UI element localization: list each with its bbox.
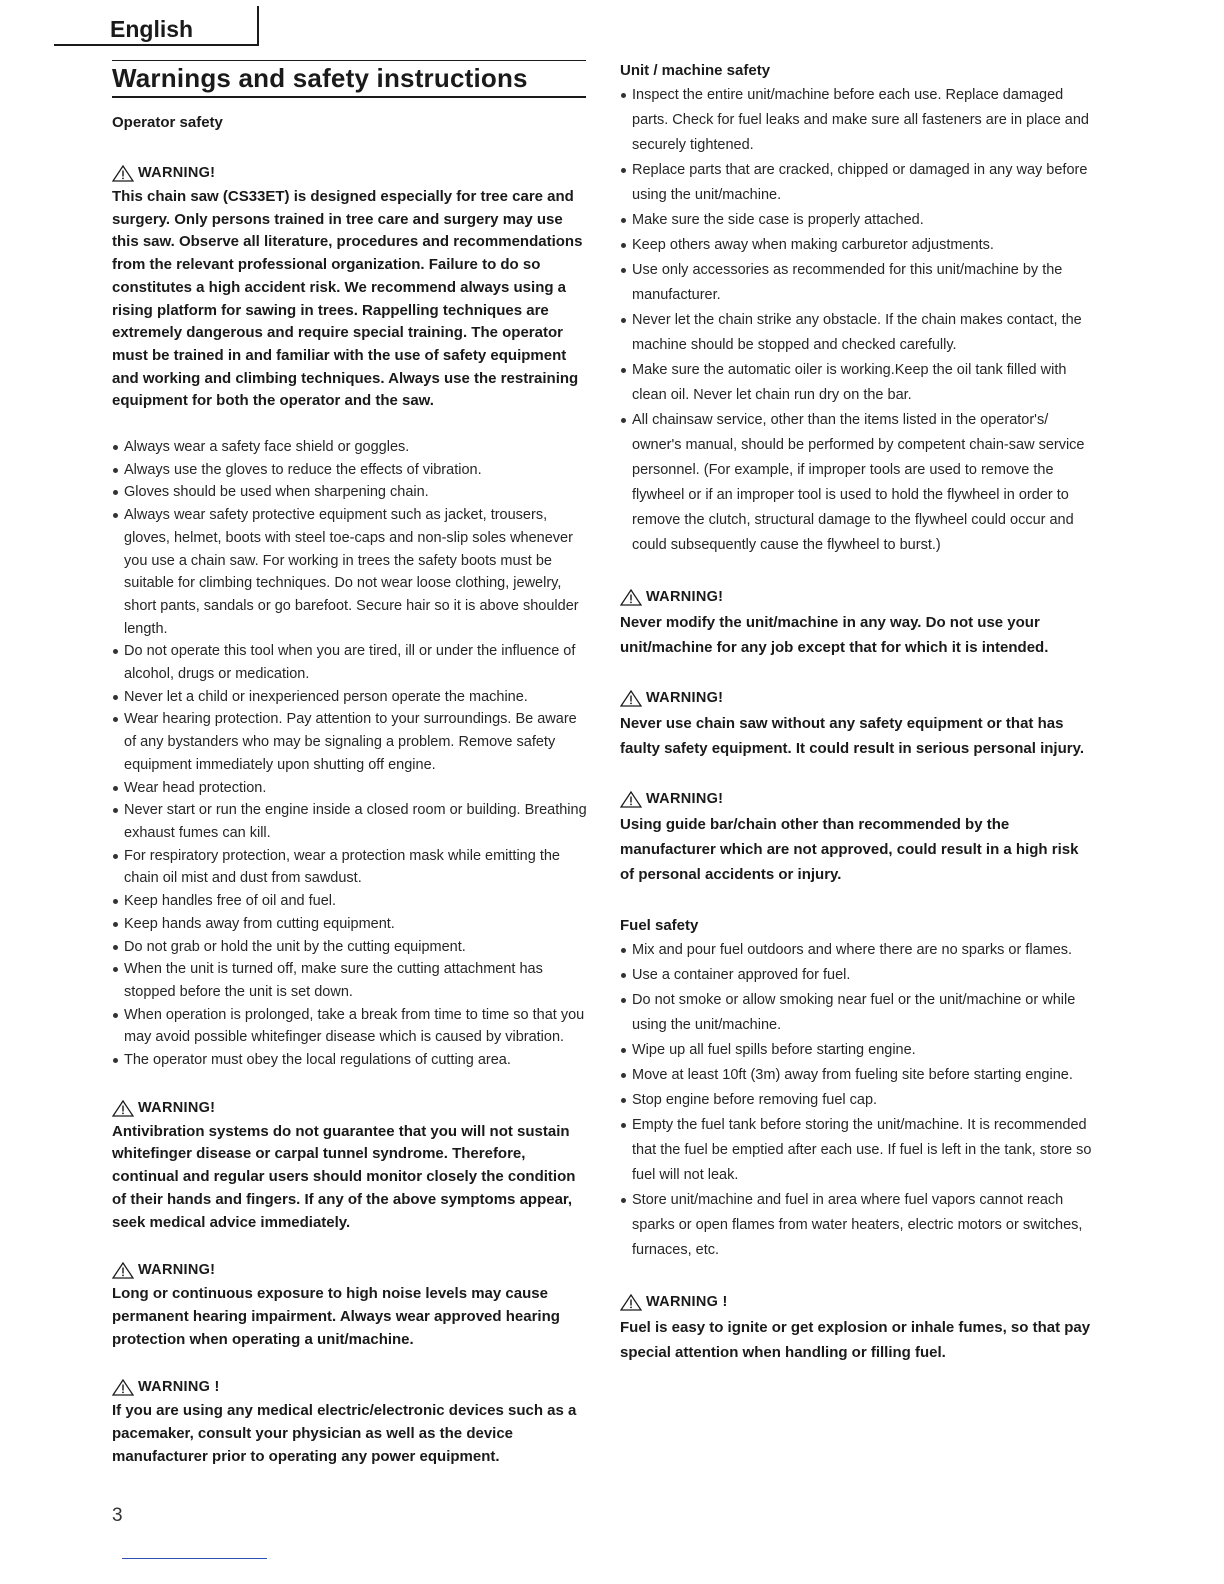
fuel-safety-list (620, 938, 1094, 1263)
unit-safety-list (620, 83, 1094, 558)
warning-triangle-icon (620, 791, 642, 808)
warning-heading (112, 161, 592, 186)
list-item: Replace parts that are cracked, chipped or damaged in any way before using the unit/machine. (620, 158, 1094, 208)
warning-label: WARNING! (138, 1262, 216, 1279)
list-item: Wear head protection. (112, 777, 592, 800)
list-item: Empty the fuel tank before storing the unit/machine. It is recommended that the fuel be emptied after each use. If fuel is left in the tank, store so fuel will not leak. (620, 1113, 1094, 1188)
warning-triangle-icon (112, 1262, 134, 1279)
list-item: Never let the chain strike any obstacle. If the chain makes contact, the machine should be stopped and checked carefully. (620, 308, 1094, 358)
title-rule-top (112, 60, 586, 61)
page-number: 3 (112, 1505, 123, 1526)
noise-warning-text: Long or continuous exposure to high noise levels may cause permanent hearing impairment. Always wear approved hearing protection when operating a unit/machine. (112, 1285, 560, 1348)
list-item: Do not smoke or allow smoking near fuel or the unit/machine or while using the unit/machine. (620, 988, 1094, 1038)
intro-warning-text: This chain saw (CS33ET) is designed especially for tree care and surgery. Only persons trained in tree care and surgery may use this saw. Observe all literature, procedures and recommendations from the relevant professional organization. Failure to do so constitutes a high accident risk. We recommend always using a rising platform for sawing in trees. Rappelling techniques are extremely dangerous and require special training. The operator must be trained in and familiar with the use of safety equipment and working and climbing techniques. Always use the restraining equipment for both the operator and the saw. (112, 188, 583, 410)
list-item: Always wear a safety face shield or goggles. (112, 436, 592, 459)
unit-safety-heading: Unit / machine safety (620, 62, 771, 79)
list-item: Store unit/machine and fuel in area where fuel vapors cannot reach sparks or open flames from water heaters, electric motors or switches, furnaces, etc. (620, 1188, 1094, 1263)
warning-triangle-icon (112, 1379, 134, 1396)
page-title: Warnings and safety instructions (112, 63, 528, 93)
fuel-warning-text: Fuel is easy to ignite or get explosion or inhale fumes, so that pay special attention when handling or filling fuel. (620, 1319, 1091, 1361)
list-item: Stop engine before removing fuel cap. (620, 1088, 1094, 1113)
warning-label: WARNING ! (138, 1379, 220, 1396)
warning-label: WARNING! (646, 589, 724, 605)
warning-heading (620, 787, 1094, 812)
list-item: When the unit is turned off, make sure the cutting attachment has stopped before the unit is set down. (112, 958, 592, 1003)
warning-heading (112, 1258, 592, 1283)
list-item: Inspect the entire unit/machine before each use. Replace damaged parts. Check for fuel leaks and make sure all fasteners are in place and securely tightened. (620, 83, 1094, 158)
bottom-rule (122, 1558, 267, 1559)
warning-label: WARNING! (138, 165, 216, 181)
warning-triangle-icon (620, 589, 642, 606)
list-item: Do not grab or hold the unit by the cutting equipment. (112, 936, 592, 959)
language-tab-underline (54, 44, 259, 46)
list-item: Keep hands away from cutting equipment. (112, 913, 592, 936)
list-item: For respiratory protection, wear a protection mask while emitting the chain oil mist and dust from sawdust. (112, 845, 592, 890)
warning-heading (620, 1290, 1094, 1315)
list-item: The operator must obey the local regulations of cutting area. (112, 1049, 592, 1072)
list-item: Do not operate this tool when you are tired, ill or under the influence of alcohol, drugs or medication. (112, 640, 592, 685)
warning-heading (112, 1096, 592, 1121)
language-tab (54, 6, 259, 44)
guidebar-warning-text: Using guide bar/chain other than recommended by the manufacturer which are not approved, could result in a high risk of personal accidents or injury. (620, 816, 1079, 883)
list-item: All chainsaw service, other than the items listed in the operator's/ owner's manual, should be performed by competent chain-saw service personnel. (For example, if improper tools are used to remove the flywheel or if an improper tool is used to hold the flywheel in order to remove the clutch, structural damage to the flywheel could occur and could subsequently cause the flywheel to burst.) (620, 408, 1094, 558)
warning-heading (112, 1375, 592, 1400)
list-item: Gloves should be used when sharpening chain. (112, 481, 592, 504)
warning-triangle-icon (620, 1294, 642, 1311)
list-item: Always use the gloves to reduce the effects of vibration. (112, 459, 592, 482)
list-item: Wipe up all fuel spills before starting engine. (620, 1038, 1094, 1063)
warning-heading (620, 686, 1094, 711)
list-item: Keep others away when making carburetor adjustments. (620, 233, 1094, 258)
list-item: Wear hearing protection. Pay attention to your surroundings. Be aware of any bystanders who may be signaling a problem. Remove safety equipment immediately upon shutting off engine. (112, 708, 592, 776)
warning-label: WARNING! (646, 690, 724, 706)
list-item: Keep handles free of oil and fuel. (112, 890, 592, 913)
warning-triangle-icon (112, 1100, 134, 1117)
list-item: Use only accessories as recommended for this unit/machine by the manufacturer. (620, 258, 1094, 308)
list-item: Make sure the automatic oiler is working.Keep the oil tank filled with clean oil. Never let chain run dry on the bar. (620, 358, 1094, 408)
list-item: Mix and pour fuel outdoors and where there are no sparks or flames. (620, 938, 1094, 963)
fuel-safety-heading: Fuel safety (620, 917, 699, 934)
list-item: Make sure the side case is properly attached. (620, 208, 1094, 233)
list-item: Never start or run the engine inside a closed room or building. Breathing exhaust fumes can kill. (112, 799, 592, 844)
vibration-warning-text: Antivibration systems do not guarantee that you will not sustain whitefinger disease or carpal tunnel syndrome. Therefore, continual and regular users should monitor closely the condition of their hands and fingers. If any of the above symptoms appear, seek medical advice immediately. (112, 1122, 576, 1231)
warning-label: WARNING ! (646, 1294, 728, 1310)
equipment-warning-text: Never use chain saw without any safety equipment or that has faulty safety equipment. It could result in serious personal injury. (620, 715, 1084, 757)
list-item: Move at least 10ft (3m) away from fueling site before starting engine. (620, 1063, 1094, 1088)
operator-safety-list (112, 436, 592, 1072)
language-label: English (110, 16, 194, 42)
list-item: Always wear safety protective equipment such as jacket, trousers, gloves, helmet, boots with steel toe-caps and non-slip soles whenever you use a chain saw. For working in trees the safety boots must be suitable for climbing techniques. Do not wear loose clothing, jewelry, short pants, sandals or go barefoot. Secure hair so it is above shoulder length. (112, 504, 592, 640)
modify-warning-text: Never modify the unit/machine in any way. Do not use your unit/machine for any job except that for which it is intended. (620, 614, 1049, 656)
title-rule-bottom (112, 96, 586, 98)
warning-triangle-icon (620, 690, 642, 707)
warning-label: WARNING! (138, 1099, 216, 1116)
right-column (620, 58, 1094, 1365)
warning-triangle-icon (112, 165, 134, 182)
left-column (112, 110, 592, 1468)
list-item: Never let a child or inexperienced person operate the machine. (112, 686, 592, 709)
list-item: Use a container approved for fuel. (620, 963, 1094, 988)
operator-safety-heading: Operator safety (112, 114, 223, 131)
list-item: When operation is prolonged, take a break from time to time so that you may avoid possible whitefinger disease which is caused by vibration. (112, 1004, 592, 1049)
warning-heading (620, 585, 1094, 610)
medical-device-warning-text: If you are using any medical electric/electronic devices such as a pacemaker, consult your physician as well as the device manufacturer prior to operating any power equipment. (112, 1402, 577, 1465)
warning-label: WARNING! (646, 791, 724, 807)
